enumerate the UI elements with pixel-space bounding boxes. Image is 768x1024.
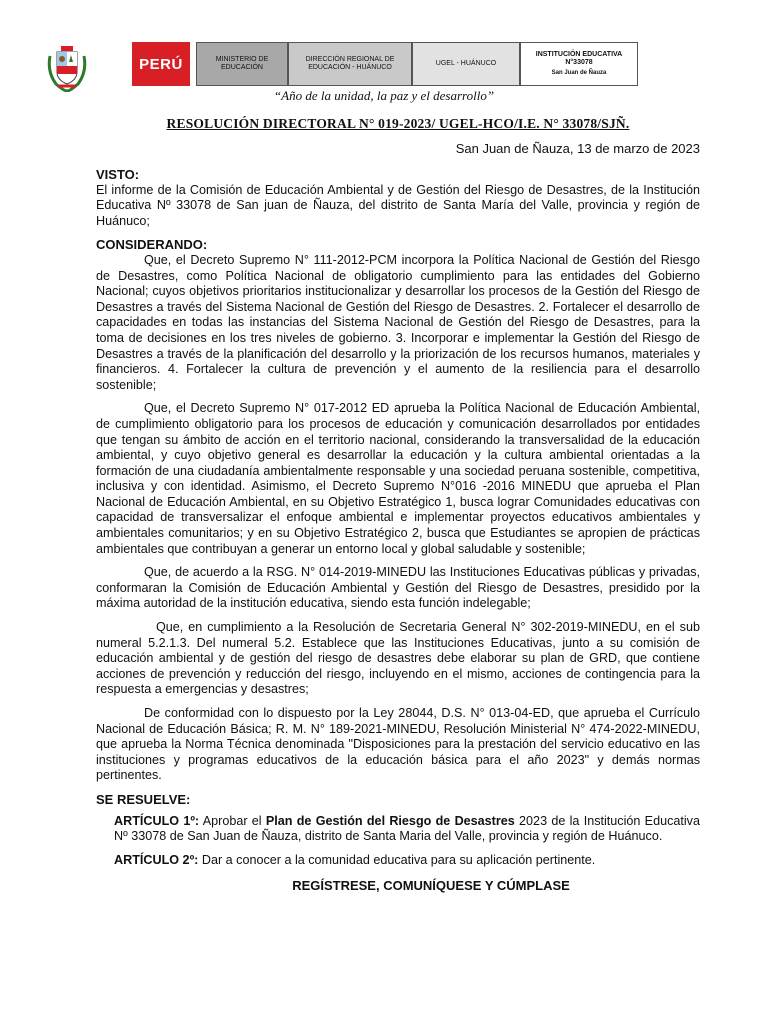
header-institucion-place: San Juan de Ñauza — [551, 70, 607, 76]
visto-heading: VISTO: — [96, 167, 140, 182]
peru-brand-label: PERÚ — [132, 42, 190, 86]
considerando-paragraph: De conformidad con lo dispuesto por la Ley 28044, D.S. N° 013-04-ED, que aprueba el Currículo Nacional de Educación Básica; R. M. N° 189-2021-MINEDU, Resolución Ministerial N° 474-2022-MINEDU, que aprueba la Norma Técnica denominada "Disposiciones para la prestación del servicio educativo en las instituciones y programas educativos de la educación básica para el año 2023" y demás normas pertinentes. — [96, 706, 700, 783]
considerando-heading: CONSIDERANDO: — [96, 237, 208, 253]
resolution-body — [96, 167, 700, 894]
article-1 — [96, 814, 700, 845]
considerando-paragraph: Que, de acuerdo a la RSG. N° 014-2019-MINEDU las Instituciones Educativas públicas y privadas, conformaran la Comisión de Educación Ambiental y Gestión del Riesgo de Desastres, presidido por la máxima autoridad de la institución educativa, siendo esta función indelegable; — [96, 565, 700, 611]
se-resuelve-heading: SE RESUELVE: — [96, 791, 191, 807]
header-direccion-regional: DIRECCIÓN REGIONAL DE EDUCACIÓN - HUÁNUCO — [288, 42, 412, 86]
article-2-label: ARTÍCULO 2º: — [114, 852, 199, 867]
header-ministerio: MINISTERIO DE EDUCACIÓN — [196, 42, 288, 86]
article-1-plan-name: Plan de Gestión del Riesgo de Desastres — [265, 813, 515, 828]
peru-coat-of-arms-icon — [44, 42, 90, 92]
considerando-paragraph: Que, el Decreto Supremo N° 017-2012 ED aprueba la Política Nacional de Educación Ambiental, de cumplimiento obligatorio para los procesos de educación y comunicación desarrollados por entidades que tengan su ámbito de acción en el territorio nacional, considerando la transversalidad de la educación ambiental, y cuyo objetivo general es desarrollar la educación y la cultura ambiental orientadas a la formación de una ciudadanía ambientalmente responsable y una sociedad peruana sostenible, competitiva, inclusiva y con identidad. Asimismo, el Decreto Supremo N°016 -2016 MINEDU que aprueba el Plan Nacional de Educación Ambiental, en su Objetivo Estratégico 1, busca lograr Comunidades educativas con capacidad de transversalizar el enfoque ambiental e implementar proyectos educativos ambientales y ambientales comunitarios; y en su Objetivo Estratégico 2, busca que Estudiantes se apropien de prácticas ambientales que contribuyan a generar un entorno local y global saludable y sostenible; — [96, 401, 700, 556]
article-2 — [96, 853, 700, 869]
article-1-pre: Aprobar el — [199, 813, 266, 828]
considerando-paragraph: Que, el Decreto Supremo N° 111-2012-PCM incorpora la Política Nacional de Gestión del Riesgo de Desastres, como Política Nacional de obligatorio cumplimiento para las entidades del Gobierno Nacional; cuyos objetivos prioritarios institucionalizar y desarrollar los procesos de la Gestión del Riesgo de Desastres a través del Sistema Nacional de Gestión del Riesgo de Desastres. 2. Fortalecer el desarrollo de capacidades en todas las instancias del Sistema Nacional de Gestión del Riesgo de Desastres, para la toma de decisiones en los tres niveles de gobierno. 3. Incorporar e implementar la Gestión del Riesgo de Desastres a través de la planificación del desarrollo y la priorización de los recursos humanos, materiales y financieros. 4. Fortalecer la cultura de prevención y el aumento de la resiliencia para el desarrollo sostenible; — [96, 252, 700, 392]
year-motto: “Año de la unidad, la paz y el desarrollo” — [273, 88, 495, 103]
closing-formula: REGÍSTRESE, COMUNÍQUESE Y CÚMPLASE — [292, 878, 570, 894]
article-1-post: 2023 de la Institución Educativa Nº 33078 de San Juan de Ñauza, distrito de Santa Maria del Valle, provincia y región de Huánuco. — [114, 813, 700, 844]
letterhead — [40, 40, 623, 92]
header-institucion — [520, 42, 638, 86]
resolution-title: RESOLUCIÓN DIRECTORAL N° 019-2023/ UGEL-HCO/I.E. N° 33078/SJÑ. — [166, 116, 630, 131]
article-2-text: Dar a conocer a la comunidad educativa para su aplicación pertinente. — [198, 852, 596, 867]
considerando-paragraph: Que, en cumplimiento a la Resolución de Secretaria General N° 302-2019-MINEDU, en el sub numeral 5.2.1.3. Del numeral 5.2. Establece que las Instituciones Educativas, junto a su comisión de educación ambiental y de gestión del riesgo de desastres debe elaborar su plan de GRD, que contiene acciones de prevención y reducción del riesgo, incluyendo en el mismo, acciones de contingencia para la respuesta a emergencias y desastres; — [96, 620, 700, 697]
header-institucion-name: INSTITUCIÓN EDUCATIVA N°33078 — [535, 51, 623, 66]
article-1-label: ARTÍCULO 1º: — [114, 813, 200, 828]
resolution-date: San Juan de Ñauza, 13 de marzo de 2023 — [455, 141, 700, 156]
visto-text: El informe de la Comisión de Educación Ambiental y de Gestión del Riesgo de Desastres, de la Institución Educativa Nº 33078 de San juan de Ñauza, del distrito de Santa María del Valle, provincia y región de Huánuco; — [96, 182, 700, 228]
header-ugel: UGEL - HUÁNUCO — [412, 42, 520, 86]
